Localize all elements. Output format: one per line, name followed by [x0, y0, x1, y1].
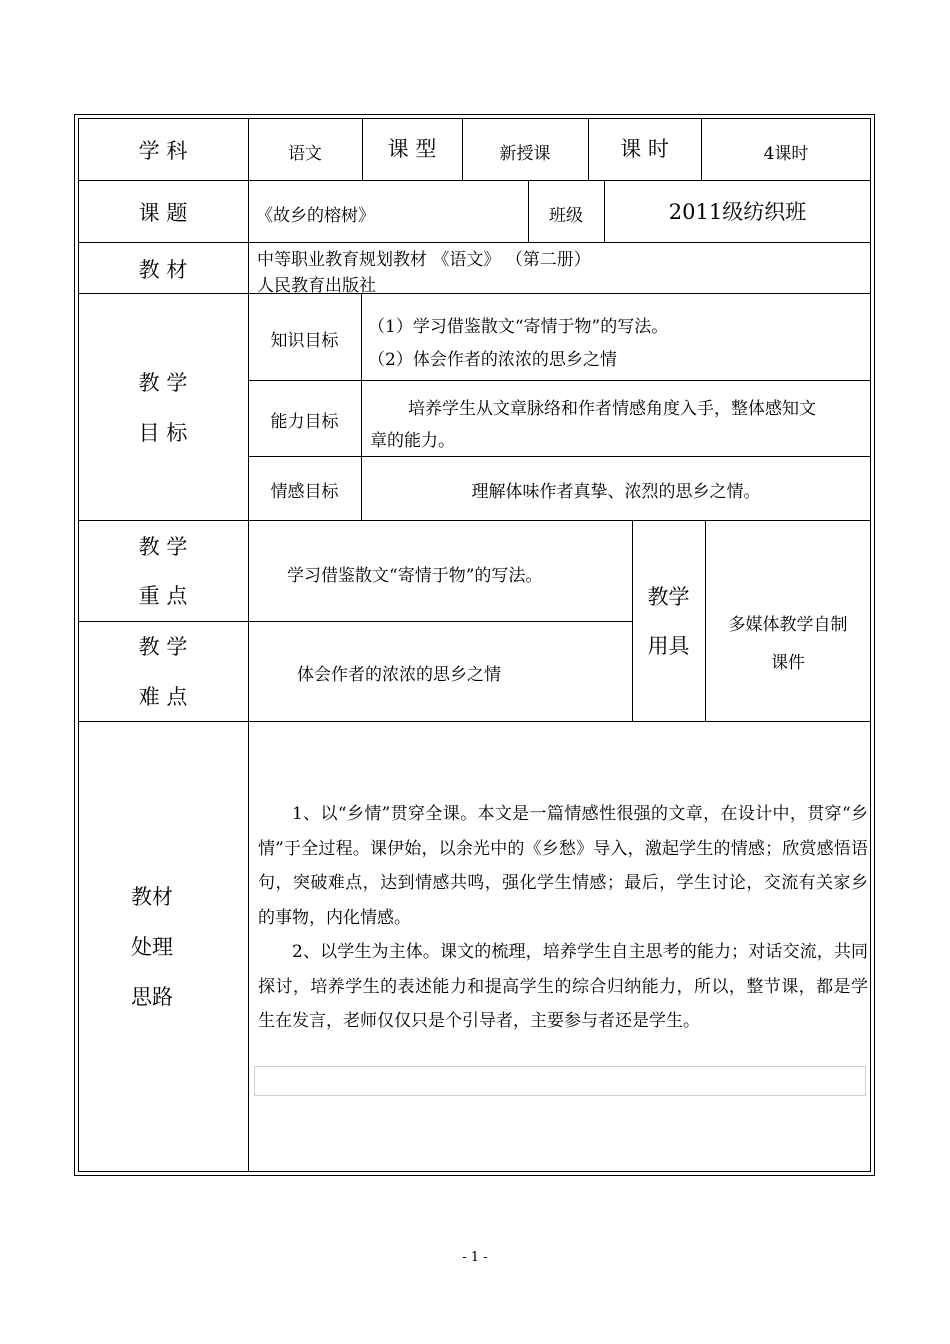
tools-text-line-1: 多媒体教学自制 [728, 615, 848, 635]
row-divider [248, 456, 871, 457]
goals-label-line-2: 目 标 [138, 421, 188, 445]
approach-label-line-3: 思路 [131, 985, 173, 1009]
goals-label-line-1: 教 学 [138, 371, 188, 395]
row-divider [78, 242, 871, 243]
subject-value: 语文 [288, 144, 322, 164]
keypoints-label-line-2: 重 点 [138, 584, 188, 608]
material-line-1: 中等职业教育规划教材 《语文》 （第二册） [257, 250, 591, 270]
row-divider [78, 293, 871, 294]
tools-text-line-2: 课件 [771, 653, 805, 673]
topic-value: 《故乡的榕树》 [256, 206, 375, 226]
ability-goal-line-1: 培养学生从文章脉络和作者情感角度入手，整体感知文 [408, 399, 816, 419]
approach-label-line-1: 教材 [131, 885, 173, 909]
emotion-goal-label: 情感目标 [270, 482, 339, 502]
keypoints-label-line-1: 教 学 [138, 535, 188, 559]
class-label: 班级 [549, 206, 583, 226]
class-value: 2011级纺织班 [668, 200, 807, 224]
empty-text-box [254, 1066, 866, 1096]
row-divider [78, 180, 871, 181]
difficulties-label-line-2: 难 点 [138, 685, 188, 709]
row-divider [248, 380, 871, 381]
emotion-goal-text: 理解体味作者真挚、浓烈的思乡之情。 [471, 482, 761, 502]
course-type-value: 新授课 [499, 144, 551, 164]
difficulties-text: 体会作者的浓浓的思乡之情 [297, 665, 501, 685]
class-hours-label: 课 时 [620, 137, 669, 161]
knowledge-goal-line-1: （1）学习借鉴散文“寄情于物”的写法。 [368, 317, 669, 337]
knowledge-goal-line-2: （2）体会作者的浓浓的思乡之情 [368, 350, 617, 370]
tools-label-line-1: 教学 [647, 585, 690, 609]
difficulties-label-line-1: 教 学 [138, 635, 188, 659]
approach-paragraph-1: 1、以“乡情”贯穿全课。本文是一篇情感性很强的文章，在设计中，贯穿“乡情”于全过程。课伊始，以余光中的《乡愁》导入，激起学生的情感；欣赏感悟语句，突破难点，达到情感共鸣，强化学生情感；最后，学生讨论，交流有关家乡的事物，内化情感。 [258, 804, 868, 928]
approach-paragraph-2: 2、以学生为主体。课文的梳理，培养学生自主思考的能力；对话交流，共同探讨，培养学生的表述能力和提高学生的综合归纳能力，所以，整节课，都是学生在发言，老师仅仅只是个引导者，主要参与者还是学生。 [258, 942, 868, 1031]
row-divider [78, 621, 633, 622]
ability-goal-label: 能力目标 [270, 412, 339, 432]
class-hours-value: 4课时 [763, 144, 809, 164]
col-divider [248, 118, 249, 1172]
topic-label: 课 题 [138, 201, 188, 225]
ability-goal-line-2: 章的能力。 [370, 431, 455, 451]
tools-label-line-2: 用具 [647, 634, 690, 658]
keypoints-text: 学习借鉴散文“寄情于物”的写法。 [287, 566, 543, 586]
knowledge-goal-label: 知识目标 [270, 331, 339, 351]
row-divider [78, 721, 871, 722]
page-number: - 1 - [462, 1250, 488, 1265]
subject-label: 学 科 [138, 139, 188, 163]
material-label: 教 材 [138, 258, 188, 282]
row-divider [78, 520, 871, 521]
approach-label-line-2: 处理 [131, 935, 173, 959]
material-line-2: 人民教育出版社 [257, 276, 376, 296]
course-type-label: 课 型 [387, 137, 437, 161]
col-divider [632, 520, 633, 721]
